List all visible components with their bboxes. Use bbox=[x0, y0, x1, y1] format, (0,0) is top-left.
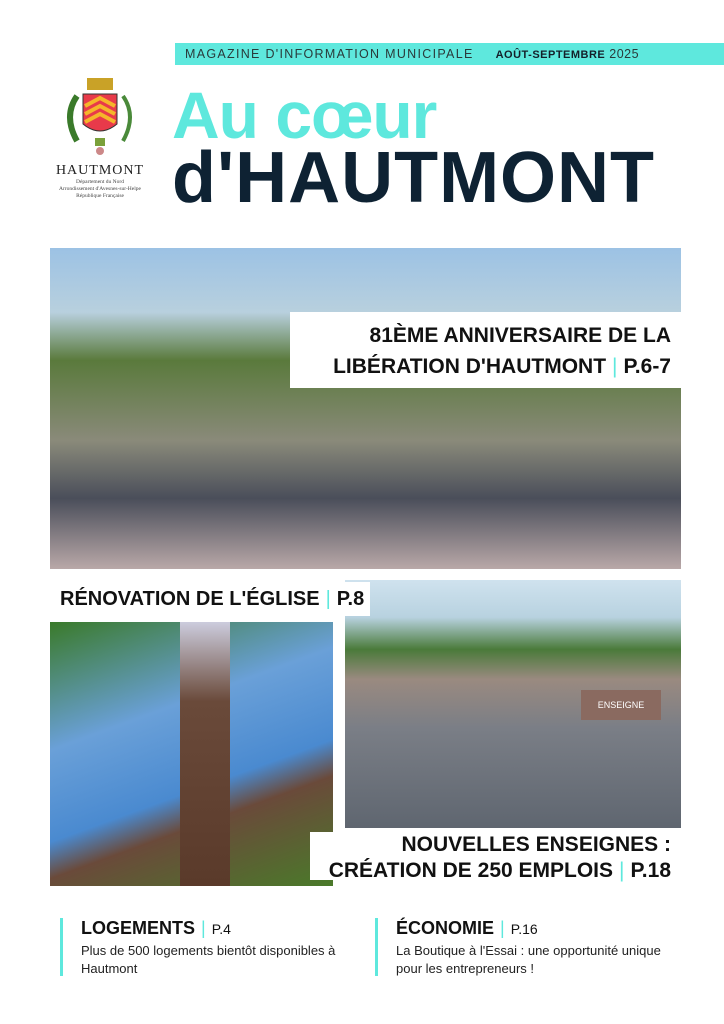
story-church-caption[interactable]: RÉNOVATION DE L'ÉGLISE | P.8 bbox=[50, 582, 370, 616]
story-liberation-caption[interactable]: 81ÈME ANNIVERSAIRE DE LA LIBÉRATION D'HAUTMONT | P.6-7 bbox=[290, 312, 681, 388]
issue-date: AOÛT-SEPTEMBRE 2025 bbox=[495, 47, 640, 61]
retail-park-rendering bbox=[345, 580, 681, 828]
section-logements[interactable]: LOGEMENTS | P.4 Plus de 500 logements bientôt disponibles à Hautmont bbox=[60, 918, 350, 976]
shop-sign: ENSEIGNE bbox=[581, 690, 661, 720]
coat-of-arms-icon bbox=[55, 76, 145, 156]
liberation-parade-photo bbox=[50, 248, 681, 569]
header-bar bbox=[175, 43, 724, 65]
church-tower bbox=[180, 622, 230, 886]
story-shops-caption[interactable]: NOUVELLES ENSEIGNES : CRÉATION DE 250 EMPLOIS | P.18 bbox=[310, 832, 681, 880]
church-photo bbox=[50, 622, 333, 886]
city-logo: HAUTMONT Département du Nord Arrondissement d'Avesnes-sur-Helpe République Française bbox=[50, 76, 150, 200]
tagline: MAGAZINE D'INFORMATION MUNICIPALE bbox=[185, 47, 474, 61]
masthead-line1: Au cœur bbox=[172, 78, 437, 152]
masthead-line2: d'HAUTMONT bbox=[172, 138, 656, 218]
section-economie[interactable]: ÉCONOMIE | P.16 La Boutique à l'Essai : une opportunité unique pour les entrepreneurs ! bbox=[375, 918, 665, 976]
